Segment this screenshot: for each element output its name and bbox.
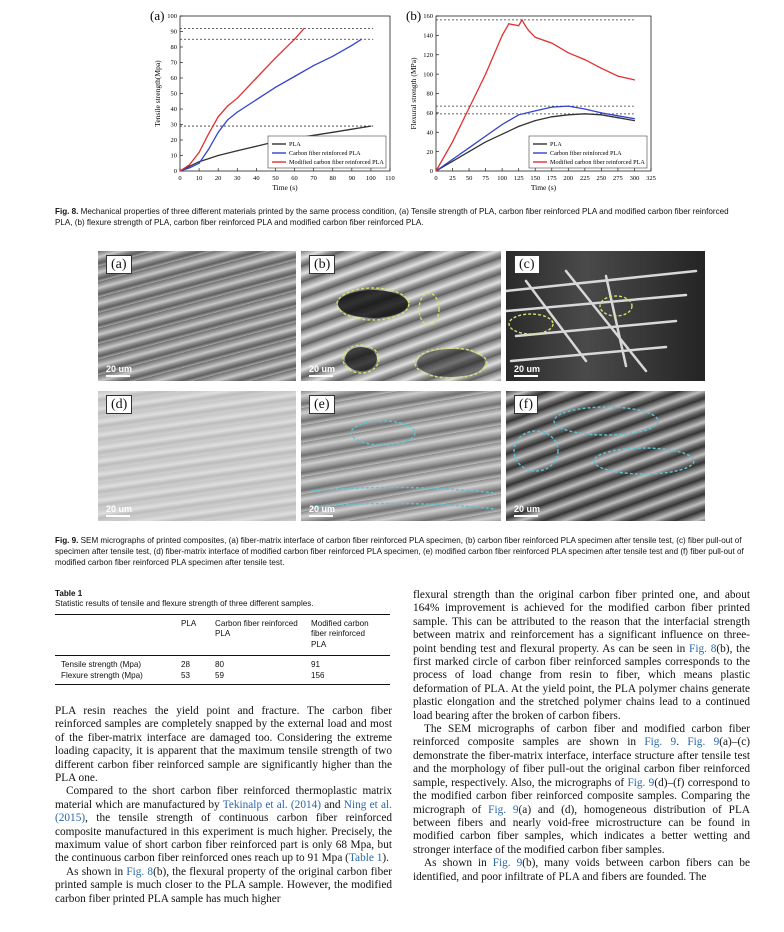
table-1	[55, 589, 390, 685]
table-cell: Tensile strength (Mpa)	[61, 660, 142, 670]
data-point	[617, 117, 618, 118]
figure-9-ref: Fig. 9.	[55, 536, 79, 545]
sem-panel-a	[98, 251, 296, 381]
scale-label: 20 um	[309, 504, 336, 514]
figure-8-ref: Fig. 8.	[55, 207, 79, 216]
text-run: As shown in	[424, 857, 493, 870]
citation-link[interactable]: Ning et al. (2015)	[55, 798, 392, 825]
figure-link[interactable]: Fig. 9	[627, 776, 655, 789]
data-point	[275, 87, 276, 88]
sem-panel-c	[506, 251, 705, 381]
data-point	[551, 43, 552, 44]
data-point	[435, 170, 436, 171]
data-point	[617, 115, 618, 116]
data-point	[535, 37, 536, 38]
data-point	[551, 116, 552, 117]
data-point	[485, 136, 486, 137]
data-point	[351, 45, 352, 46]
data-point	[452, 159, 453, 160]
y-tick-label: 80	[170, 44, 177, 52]
data-point	[256, 146, 257, 147]
header-cell: Modified carbon fiber reinforced PLA	[311, 619, 369, 649]
x-tick-label: 40	[253, 175, 260, 182]
figure-9-caption	[55, 535, 751, 569]
y-tick-label: 40	[170, 106, 177, 114]
legend-entry: Modified carbon fiber reinforced PLA	[289, 159, 384, 167]
y-tick-label: 10	[170, 152, 177, 160]
x-tick-label: 30	[234, 175, 241, 182]
data-point	[218, 116, 219, 117]
data-point	[198, 152, 199, 153]
paragraph	[413, 723, 750, 857]
text-run: (a) and (d), homogeneous distribution of PLA between fibers and nearly void-free microstructure can be found in modified carbon fiber samples, which indicates a better wetting and stronger interface of the modified carbon fiber samples.	[413, 803, 750, 856]
x-axis-label: Time (s)	[530, 183, 557, 192]
x-tick-label: 50	[272, 175, 279, 182]
x-tick-label: 150	[530, 175, 541, 182]
data-point	[256, 99, 257, 100]
x-axis-label: Time (s)	[272, 183, 298, 192]
data-point	[452, 161, 453, 162]
x-tick-label: 200	[563, 175, 574, 182]
data-point	[198, 163, 199, 164]
y-axis-label: Flexural strength (MPa)	[409, 57, 418, 130]
figure-link[interactable]: Fig. 9	[488, 803, 519, 816]
x-tick-label: 275	[613, 175, 623, 182]
table-cell: 80	[215, 660, 225, 670]
paragraph	[55, 866, 392, 906]
data-point	[189, 164, 190, 165]
text-run: (d)–(f) correspond to the modified carbon fiber reinforced composite samples. Comparing the micrograph of	[413, 776, 751, 816]
scale-label: 20 um	[514, 504, 541, 514]
data-point	[502, 134, 503, 135]
data-point	[218, 132, 219, 133]
table-cell: 91	[311, 660, 321, 670]
data-point	[584, 113, 585, 114]
figure-link[interactable]: Fig. 9	[644, 736, 677, 749]
panel-label: (a)	[150, 8, 165, 23]
x-tick-label: 175	[546, 175, 557, 182]
data-point	[227, 105, 228, 106]
data-point	[568, 114, 569, 115]
figure-8-caption-text: Mechanical properties of three different materials printed by the same process condition, (a) Tensile strength of PLA, carbon fiber reinforced PLA and modified carbon fiber reinforced PLA, (b) flexure strength of PLA, carbon fiber reinforced PLA and modified carbon fiber reinforced PLA.	[55, 207, 729, 228]
paragraph	[413, 589, 750, 723]
figure-link[interactable]: Fig. 9	[492, 857, 523, 870]
scale-bar	[309, 364, 335, 377]
y-axis-label: Tensile strength(Mpa)	[153, 60, 162, 127]
figure-8-caption	[55, 206, 730, 228]
data-point	[584, 108, 585, 109]
data-point	[361, 39, 362, 40]
scale-bar	[514, 364, 540, 377]
y-tick-label: 100	[423, 71, 433, 79]
y-tick-label: 160	[423, 13, 433, 21]
table-label: Table 1	[55, 589, 83, 598]
header-cell	[55, 619, 181, 650]
flexural-strength-chart	[398, 6, 668, 196]
data-point	[525, 25, 526, 26]
sem-panel-e	[301, 391, 501, 521]
data-point	[634, 118, 635, 119]
x-tick-label: 60	[291, 175, 298, 182]
stats-table	[55, 619, 390, 685]
x-tick-label: 250	[596, 175, 607, 182]
panel-label: (d)	[106, 395, 132, 414]
y-tick-label: 90	[170, 28, 177, 36]
table-row	[55, 671, 390, 681]
figure-link[interactable]: Fig. 9	[687, 736, 720, 749]
y-tick-label: 70	[170, 59, 177, 67]
data-point	[208, 133, 209, 134]
scale-label: 20 um	[106, 504, 133, 514]
paragraph: PLA resin reaches the yield point and fracture. The carbon fiber reinforced samples are completely snapped by the external load and most of the fiber-matrix interface are damaged too. Considering the extreme loading capacity, it is apparent that the maximum tensile strength of two different carbon fiber reinforced sample are significantly higher than the PLA one.	[55, 705, 392, 785]
data-point	[535, 120, 536, 121]
data-point	[208, 149, 209, 150]
y-tick-label: 120	[423, 51, 433, 59]
paragraph	[413, 857, 750, 884]
panel-label: (a)	[106, 255, 132, 274]
table-cell: 59	[215, 670, 225, 680]
y-tick-label: 20	[426, 148, 433, 156]
header-cell: PLA	[181, 619, 197, 628]
left-column-text	[55, 705, 392, 906]
y-tick-label: 100	[167, 13, 177, 21]
x-tick-label: 70	[310, 175, 317, 182]
panel-label: (b)	[406, 8, 422, 23]
data-point	[634, 120, 635, 121]
text-run: , the tensile strength of continuous carbon fiber reinforced composite manufactured in this experiment is much higher. Precisely, the maximum value of short carbon fiber reinforced part is only 68 Mpa, but the continuous carbon fiber reinforced ones reach up to 91 Mpa (	[55, 812, 392, 865]
x-tick-label: 25	[449, 175, 456, 182]
scale-label: 20 um	[106, 364, 133, 374]
y-tick-label: 0	[429, 168, 433, 176]
data-point	[189, 167, 190, 168]
data-point	[303, 28, 304, 29]
figure-link[interactable]: Fig. 8	[126, 865, 154, 878]
data-point	[275, 57, 276, 58]
data-point	[521, 19, 522, 20]
data-point	[294, 76, 295, 77]
y-tick-label: 40	[426, 129, 433, 137]
table-link[interactable]: Table 1	[348, 852, 383, 865]
table-header-row	[55, 619, 390, 650]
sem-panel-d	[98, 391, 296, 521]
data-point	[179, 170, 180, 171]
text-run: As shown in	[66, 865, 127, 878]
panel-label: (c)	[514, 255, 540, 274]
legend-entry: PLA	[289, 141, 301, 149]
data-point	[485, 141, 486, 142]
figure-link[interactable]: Fig. 8	[689, 642, 717, 655]
legend-entry: Carbon fiber reinforced PLA	[289, 150, 361, 158]
right-column-text	[413, 589, 750, 884]
sem-panel-f	[506, 391, 705, 521]
data-point	[189, 166, 190, 167]
data-point	[370, 125, 371, 126]
x-tick-label: 100	[366, 175, 376, 182]
data-point	[568, 105, 569, 106]
data-point	[237, 112, 238, 113]
data-point	[502, 35, 503, 36]
scale-bar	[106, 504, 132, 517]
data-point	[508, 23, 509, 24]
data-point	[634, 79, 635, 80]
figure-9-caption-text: SEM micrographs of printed composites, (a) fiber-matrix interface of carbon fiber reinforced PLA specimen, (b) carbon fiber reinforced PLA specimen after tensile test, (c) fiber pull-out of specimen after tensile test, (d) fiber-matrix interface of modified carbon fiber reinforced PLA specimen, (e) modified carbon fiber reinforced PLA specimen after tensile test and (f) fiber pull-out of modified carbon fiber reinforced PLA specimen after tensile test.	[55, 536, 744, 568]
y-tick-label: 30	[170, 121, 177, 129]
data-point	[313, 65, 314, 66]
scale-label: 20 um	[309, 364, 336, 374]
data-point	[332, 56, 333, 57]
x-tick-label: 90	[348, 175, 356, 182]
table-cell: Flexure strength (Mpa)	[61, 670, 143, 680]
scale-bar	[106, 364, 132, 377]
text-run: The SEM micrographs of carbon fiber and modified carbon fiber reinforced composite samples are shown in	[413, 723, 750, 749]
legend-entry: Carbon fiber reinforced PLA	[550, 150, 622, 158]
text-run: ).	[382, 852, 389, 865]
data-point	[227, 119, 228, 120]
text-run: flexural strength than the original carbon fiber printed one, and about 164% improvement is achieved for the modified carbon fiber printed sample. This can be attributed to the reason that the interfacial strength between matrix and reinforcement has a significant influence on three-point bending test and flexural property. As can be seen in	[413, 589, 750, 655]
scale-bar	[309, 504, 335, 517]
x-tick-label: 80	[329, 175, 336, 182]
data-point	[518, 114, 519, 115]
scale-bar	[514, 504, 540, 517]
data-point	[601, 112, 602, 113]
data-point	[256, 77, 257, 78]
data-point	[535, 110, 536, 111]
data-point	[452, 141, 453, 142]
sem-panel-b	[301, 251, 501, 381]
scale-label: 20 um	[514, 364, 541, 374]
text-run: (b), the first marked circle of carbon fiber reinforced samples corresponds to the process of load change from resin to fiber, which means plastic deformation of PLA. At the yield point, the PLA polymer chains generate plastic elongation and the stretched polymer chains lead to a continued load bearing after the broken of carbon fibers.	[413, 642, 750, 722]
data-point	[584, 59, 585, 60]
data-point	[468, 107, 469, 108]
x-tick-label: 225	[579, 175, 590, 182]
y-tick-label: 80	[426, 90, 433, 98]
x-tick-label: 50	[465, 175, 473, 182]
table-cell: 156	[311, 670, 325, 680]
x-tick-label: 10	[195, 175, 203, 182]
header-cell: Carbon fiber reinforced PLA	[215, 619, 298, 639]
data-point	[601, 114, 602, 115]
data-point	[528, 30, 529, 31]
citation-link[interactable]: Tekinalp et al. (2014)	[222, 798, 322, 811]
tensile-strength-chart	[140, 6, 415, 196]
x-tick-label: 325	[646, 175, 656, 182]
data-point	[332, 132, 333, 133]
data-point	[218, 155, 219, 156]
text-run: .	[676, 736, 688, 749]
legend-entry: Modified carbon fiber reinforced PLA	[550, 159, 645, 167]
text-run: Compared to the short carbon fiber reinforced thermoplastic matrix material which are manufactured by	[55, 785, 392, 811]
data-point	[351, 129, 352, 130]
x-tick-label: 125	[513, 175, 524, 182]
data-point	[468, 151, 469, 152]
x-tick-label: 100	[497, 175, 508, 182]
y-tick-label: 60	[426, 110, 433, 118]
text-run: (b), many voids between carbon fibers can be identified, and poor infiltrate of PLA and fibers are founded. The	[413, 857, 750, 883]
y-tick-label: 60	[170, 75, 177, 83]
panel-label: (b)	[309, 255, 335, 274]
y-tick-label: 140	[423, 32, 433, 40]
data-point	[551, 106, 552, 107]
y-tick-label: 0	[173, 168, 177, 176]
x-tick-label: 0	[178, 175, 182, 182]
data-point	[601, 68, 602, 69]
x-tick-label: 75	[482, 175, 489, 182]
data-point	[237, 150, 238, 151]
data-point	[237, 98, 238, 99]
y-tick-label: 50	[170, 90, 177, 98]
text-run: (b), the flexural property of the original carbon fiber printed sample is much closer to the PLA sample. However, the modified carbon fiber printed PLA sample has much higher	[55, 865, 392, 905]
data-point	[485, 74, 486, 75]
data-point	[468, 147, 469, 148]
x-tick-label: 0	[434, 175, 438, 182]
data-point	[518, 25, 519, 26]
paragraph	[55, 785, 392, 865]
table-cell: 53	[181, 670, 191, 680]
text-run: and	[321, 798, 344, 811]
table-title: Statistic results of tensile and flexure strength of three different samples.	[55, 599, 314, 608]
table-row	[55, 660, 390, 670]
panel-label: (f)	[514, 395, 538, 414]
data-point	[568, 52, 569, 53]
data-point	[294, 39, 295, 40]
panel-label: (e)	[309, 395, 335, 414]
data-point	[502, 124, 503, 125]
text-run: (a)–(c) demonstrate the fiber-matrix interface, interface structure after tensile test and the morphology of fiber pull-out the original carbon fiber reinforced sample, respectively. Also, the micrographs of	[413, 736, 751, 789]
table-cell: 28	[181, 660, 191, 670]
data-point	[617, 75, 618, 76]
legend-entry: PLA	[550, 141, 562, 149]
data-point	[518, 126, 519, 127]
x-tick-label: 110	[385, 175, 395, 182]
x-tick-label: 300	[629, 175, 640, 182]
y-tick-label: 20	[170, 137, 177, 145]
x-tick-label: 20	[214, 175, 222, 182]
